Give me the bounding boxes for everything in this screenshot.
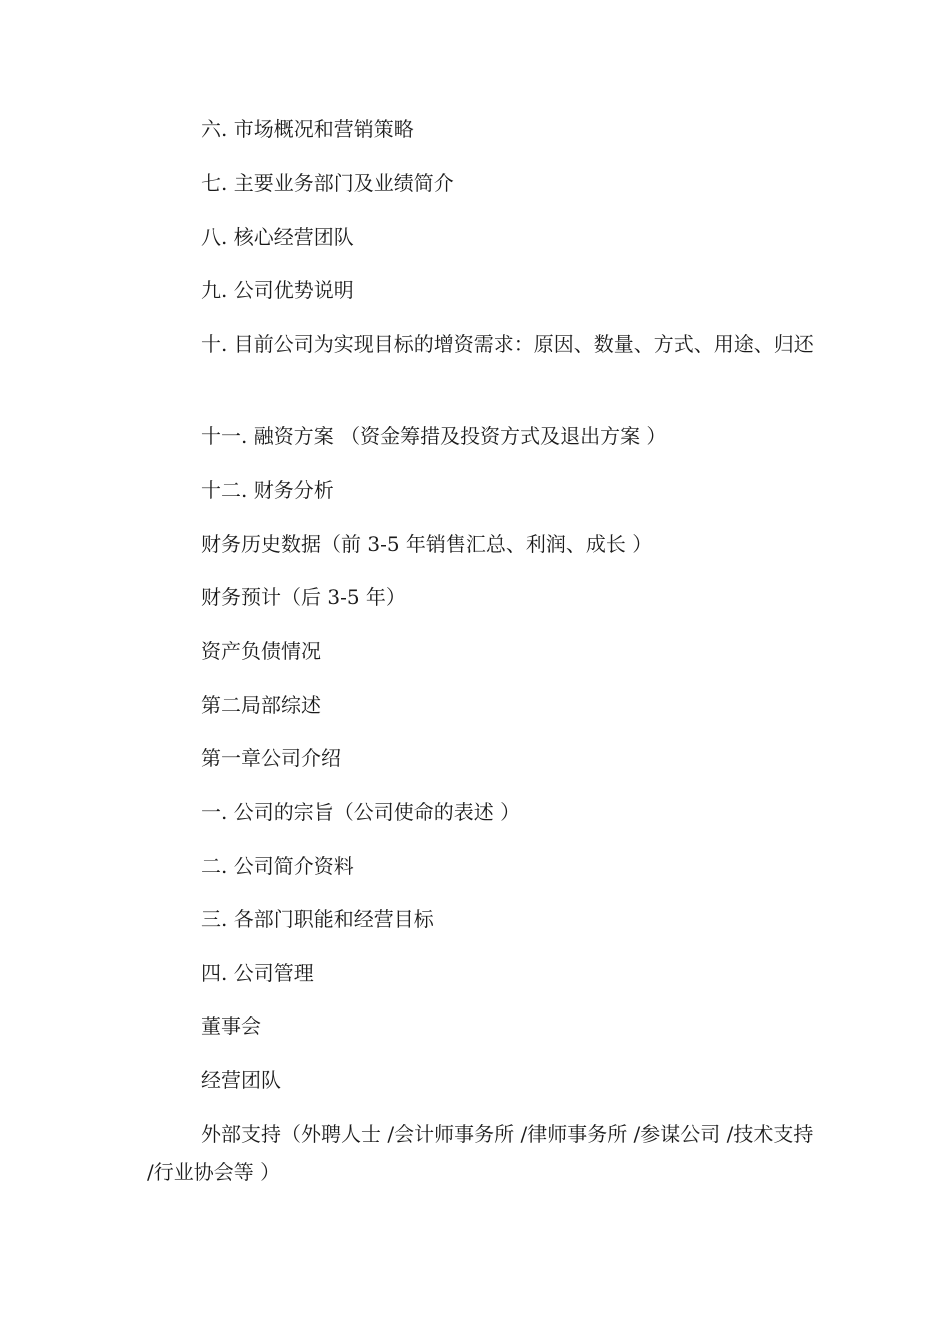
toc-item-9: 九. 公司优势说明 xyxy=(201,278,354,302)
external-support-paragraph: 外部支持（外聘人士 /会计师事务所 /律师事务所 /参谋公司 /技术支持 /行业协会等 ） xyxy=(147,1122,814,1184)
toc-item-12: 十二. 财务分析 xyxy=(201,478,334,502)
balance-sheet-line: 资产负债情况 xyxy=(201,639,321,663)
section-4: 四. 公司管理 xyxy=(201,961,314,985)
financial-history-line: 财务历史数据（前 3-5 年销售汇总、利润、成长 ） xyxy=(201,532,653,556)
toc-item-6: 六. 市场概况和营销策略 xyxy=(201,117,414,141)
section-3: 三. 各部门职能和经营目标 xyxy=(201,907,434,931)
financial-forecast-line: 财务预计（后 3-5 年） xyxy=(201,585,406,609)
toc-item-8: 八. 核心经营团队 xyxy=(201,225,354,249)
toc-item-7: 七. 主要业务部门及业绩简介 xyxy=(201,171,454,195)
toc-item-11: 十一. 融资方案 （资金筹措及投资方式及退出方案 ） xyxy=(201,424,667,448)
section-2: 二. 公司简介资料 xyxy=(201,854,354,878)
section-1: 一. 公司的宗旨（公司使命的表述 ） xyxy=(201,800,521,824)
management-team-line: 经营团队 xyxy=(201,1068,281,1092)
chapter-one-heading: 第一章公司介绍 xyxy=(201,746,341,770)
part-two-heading: 第二局部综述 xyxy=(201,693,321,717)
board-line: 董事会 xyxy=(201,1014,261,1038)
toc-item-10: 十. 目前公司为实现目标的增资需求：原因、数量、方式、用途、归还 xyxy=(201,332,814,356)
